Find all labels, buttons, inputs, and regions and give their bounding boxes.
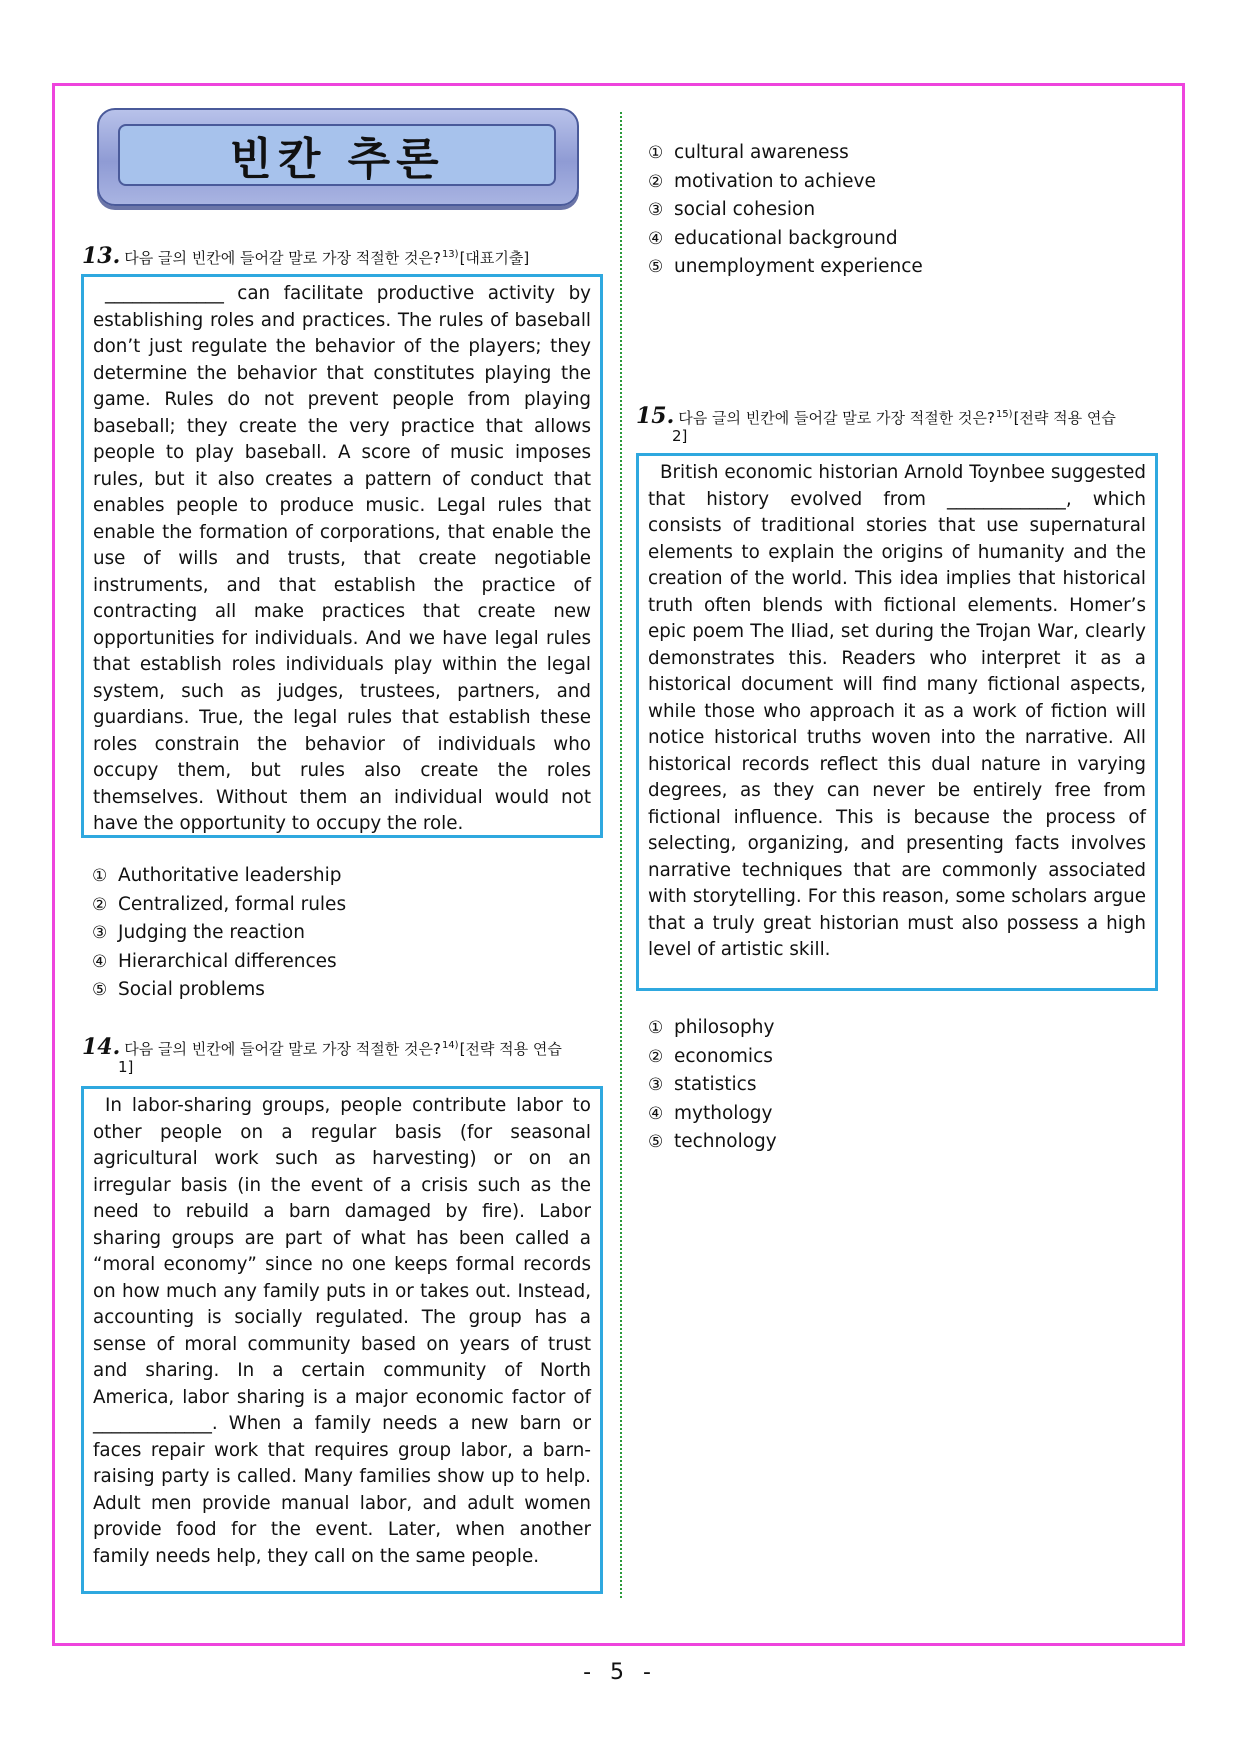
choice-item[interactable]: ⑤ Social problems [92, 979, 265, 1000]
choice-item[interactable]: ① Authoritative leadership [92, 865, 342, 886]
page-number: - 5 - [583, 1660, 657, 1685]
question-14-header [82, 1034, 607, 1076]
column-divider [620, 112, 622, 1598]
question-13-choices [92, 862, 346, 1005]
question-13-tag: [대표기출] [459, 249, 530, 267]
choice-item[interactable]: ② economics [648, 1045, 773, 1067]
choice-item[interactable]: ① cultural awareness [648, 142, 849, 163]
question-14-passage-box [81, 1086, 603, 1594]
question-14-number: 14. [82, 1034, 121, 1060]
choice-item[interactable]: ② Centralized, formal rules [92, 893, 347, 915]
question-14-passage: In labor-sharing groups, people contribute labor to other people on a regular basis (for seasonal agricultural work such as harvesting) or on an irregular basis (in the event of a crisis such as the need to rebuild a barn damaged by fire). Labor sharing groups are part of what has been called a “moral economy” since no one keeps formal records on how much any family puts in or takes out. Instead, accounting is socially regulated. The group has a sense of moral community based on years of trust and sharing. In a certain community of North America, labor sharing is a major economic factor of _____________. When a family needs a new barn or faces repair work that requires group labor, a barn-raising party is called. Many families show up to help. Adult men provide manual labor, and adult women provide food for the event. Later, when another family needs help, they call on the same people. [93, 1095, 591, 1567]
choice-item[interactable]: ⑤ unemployment experience [648, 256, 923, 277]
choice-item[interactable]: ② motivation to achieve [648, 170, 876, 192]
question-15-header [636, 403, 1162, 445]
question-15-cite: 15) [995, 409, 1013, 420]
question-15-tag-end: 2] [672, 427, 688, 445]
question-15-tag: [전략 적용 연습 [1013, 409, 1116, 427]
question-15-number: 15. [636, 403, 675, 429]
choice-item[interactable]: ④ mythology [648, 1102, 773, 1124]
page-title: 빈칸 추론 [229, 134, 445, 185]
question-14-choices [648, 139, 923, 282]
question-15-passage-box [636, 453, 1158, 991]
choice-item[interactable]: ① philosophy [648, 1017, 775, 1038]
choice-item[interactable]: ③ social cohesion [648, 199, 816, 220]
question-13-header [82, 243, 602, 269]
choice-item[interactable]: ③ Judging the reaction [92, 922, 305, 943]
question-13-cite: 13) [441, 249, 459, 260]
choice-item[interactable]: ④ educational background [648, 227, 898, 249]
title-banner-inner [118, 124, 556, 186]
question-13-passage-box [81, 274, 603, 838]
question-14-cite: 14) [441, 1040, 459, 1051]
question-14-tag: [전략 적용 연습 [459, 1040, 562, 1058]
question-15-choices [648, 1014, 777, 1157]
choice-item[interactable]: ⑤ technology [648, 1131, 777, 1152]
choice-item[interactable]: ④ Hierarchical differences [92, 950, 337, 972]
question-13-passage: _____________ can facilitate productive activity by establishing roles and practices. The rules of baseball don’t just regulate the behavior of the players; they determine the behavior that constitutes playing the game. Rules do not prevent people from playing baseball; they create the very practice that allows people to play baseball. A score of music imposes rules, but it also creates a pattern of conduct that enables people to produce music. Legal rules that enable the formation of corporations, that enable the use of wills and trusts, that create negotiable instruments, and that establish the practice of contracting all make practices that create new opportunities for individuals. And we have legal rules that establish roles individuals play within the legal system, such as judges, trustees, partners, and guardians. True, the legal rules that establish these roles constrain the behavior of individuals who occupy them, but rules also create the roles themselves. Without them an individual would not have the opportunity to occupy the role. [93, 283, 591, 834]
question-13-number: 13. [82, 243, 121, 269]
question-15-prompt: 다음 글의 빈칸에 들어갈 말로 가장 적절한 것은? [678, 409, 995, 427]
question-14-prompt: 다음 글의 빈칸에 들어갈 말로 가장 적절한 것은? [124, 1040, 441, 1058]
choice-item[interactable]: ③ statistics [648, 1074, 757, 1095]
question-15-passage: British economic historian Arnold Toynbee suggested that history evolved from _____________, which consists of traditional stories that use supernatural elements to explain the origins of humanity and the creation of the world. This idea implies that historical truth often blends with fictional elements. Homer’s epic poem The Iliad, set during the Trojan War, clearly demonstrates this. Readers who interpret it as a historical document will find many fictional aspects, while those who approach it as a work of fiction will notice historical truths woven into the narrative. All historical records reflect this dual nature in varying degrees, as they can never be entirely free from fictional influence. This is because the process of selecting, organizing, and presenting facts involves narrative techniques that are commonly associated with storytelling. For this reason, some scholars argue that a truly great historian must also possess a high level of artistic skill. [648, 462, 1146, 960]
question-14-tag-end: 1] [118, 1058, 134, 1076]
question-13-prompt: 다음 글의 빈칸에 들어갈 말로 가장 적절한 것은? [124, 249, 441, 267]
